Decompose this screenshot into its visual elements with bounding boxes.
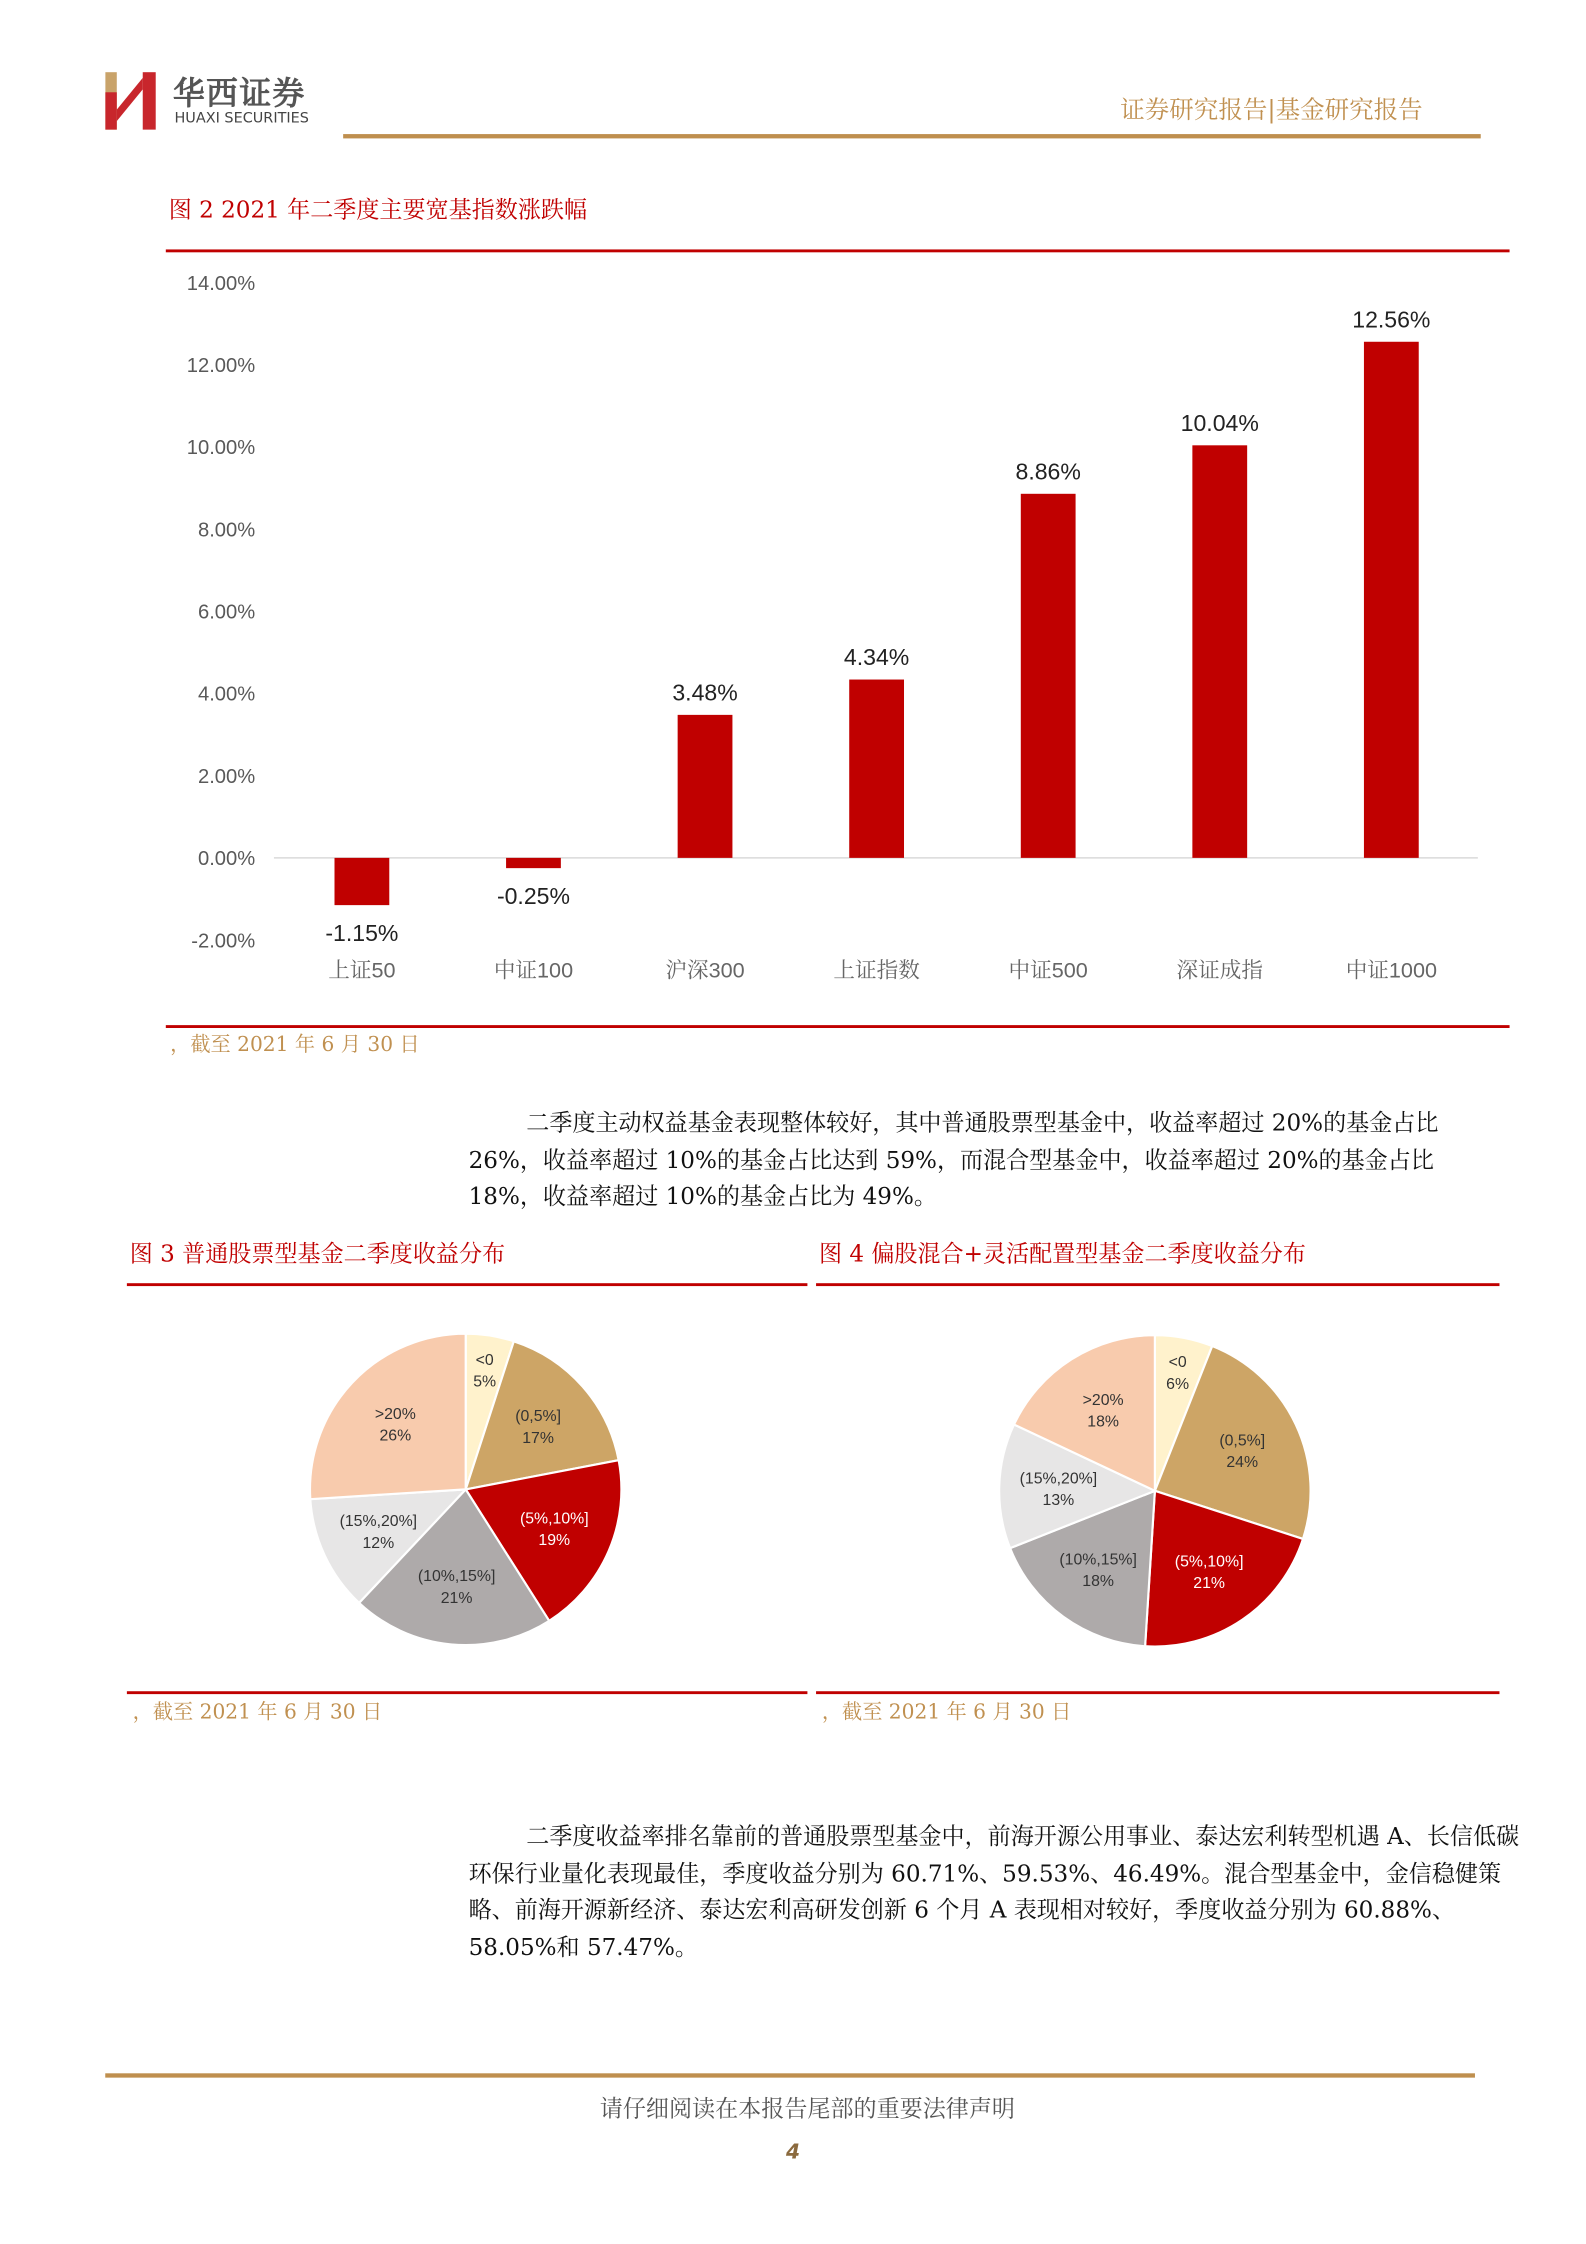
slice-category-label: <0: [1168, 1354, 1187, 1372]
bar-沪深300: [678, 715, 733, 858]
page-number: 4: [785, 2141, 801, 2165]
report-type: 证券研究报告|基金研究报告: [1120, 96, 1423, 126]
paragraph-1: 二季度主动权益基金表现整体较好，其中普通股票型基金中，收益率超过 20%的基金占比 26%，收益率超过 10%的基金占比达到 59%，而混合型基金中，收益率超过 20%的基金占比 18%，收益率超过 10%的基金占比为 49%。: [468, 1108, 1439, 1210]
footer-divider: [105, 2073, 1475, 2077]
slice-category-label: (15%,20%]: [1019, 1470, 1098, 1488]
slice-category-label: (10%,15%]: [417, 1568, 496, 1586]
bar-上证50: [334, 858, 389, 905]
data-label: 4.34%: [843, 644, 910, 671]
y-tick-label: 6.00%: [197, 601, 256, 624]
slice-value-label: 26%: [379, 1427, 412, 1445]
slice-category-label: (5%,10%]: [519, 1510, 589, 1528]
category-label: 中证500: [1008, 957, 1088, 983]
figure2-top-rule: [166, 249, 1510, 252]
slice-category-label: <0: [475, 1352, 494, 1370]
slice-category-label: (0,5%]: [515, 1408, 562, 1426]
logo-english-name: HUAXI SECURITIES: [174, 111, 309, 127]
slice-value-label: 24%: [1226, 1454, 1259, 1472]
figure3-bottom-rule: [127, 1691, 808, 1694]
slice-category-label: (0,5%]: [1219, 1432, 1266, 1450]
data-label: 8.86%: [1015, 458, 1081, 485]
slice-value-label: 21%: [1193, 1574, 1226, 1592]
figure3-title: 图 3 普通股票型基金二季度收益分布: [129, 1239, 506, 1268]
bar-中证1000: [1364, 342, 1419, 858]
slice-value-label: 6%: [1166, 1375, 1190, 1393]
figure2-bottom-rule: [166, 1025, 1510, 1028]
figure3-pie-chart: [293, 1316, 639, 1662]
category-label: 中证1000: [1345, 957, 1437, 983]
data-label: -0.25%: [496, 883, 570, 910]
slice-category-label: >20%: [374, 1405, 416, 1423]
category-label: 沪深300: [665, 957, 745, 983]
y-tick-label: -2.00%: [191, 930, 256, 953]
slice-category-label: (5%,10%]: [1174, 1553, 1244, 1571]
category-label: 中证100: [493, 957, 574, 983]
bar-中证500: [1021, 494, 1076, 858]
data-label: -1.15%: [325, 920, 399, 947]
y-tick-label: 8.00%: [197, 519, 256, 542]
figure4-top-rule: [816, 1283, 1499, 1286]
y-tick-label: 4.00%: [197, 683, 256, 706]
footer-disclaimer: 请仔细阅读在本报告尾部的重要法律声明: [599, 2094, 1016, 2123]
category-label: 上证50: [328, 957, 396, 983]
huaxi-logo-icon: [105, 72, 157, 130]
slice-category-label: >20%: [1082, 1391, 1124, 1409]
paragraph-2: 二季度收益率排名靠前的普通股票型基金中，前海开源公用事业、泰达宏利转型机遇 A、长信低碳环保行业量化表现最佳，季度收益分别为 60.71%、59.53%、46.49%。混合型基金中，金信稳健策略、前海开源新经济、泰达宏利高研发创新 6 个月 A 表现相对较好，季度收益分别为 60.88%、58.05%和 57.47%。: [468, 1822, 1520, 1961]
figure2-source: ，截至 2021 年 6 月 30 日: [170, 1033, 420, 1057]
bar-上证指数: [849, 680, 904, 858]
slice-value-label: 5%: [473, 1373, 497, 1391]
logo-chinese-name: 华西证券: [173, 74, 306, 113]
y-tick-label: 14.00%: [186, 272, 256, 295]
data-label: 12.56%: [1352, 306, 1431, 333]
figure4-title: 图 4 偏股混合+灵活配置型基金二季度收益分布: [818, 1239, 1306, 1268]
slice-category-label: (10%,15%]: [1059, 1551, 1137, 1569]
figure4-bottom-rule: [816, 1691, 1499, 1694]
data-label: 10.04%: [1180, 409, 1259, 436]
figure2-bar-chart: [0, 254, 1586, 1018]
figure3-top-rule: [127, 1283, 808, 1286]
data-label: 3.48%: [672, 679, 738, 706]
figure4-pie-chart: [982, 1318, 1328, 1664]
figure3-source: ，截至 2021 年 6 月 30 日: [132, 1701, 383, 1725]
y-tick-label: 12.00%: [186, 354, 256, 377]
bar-中证100: [506, 858, 561, 868]
slice-value-label: 13%: [1042, 1492, 1075, 1510]
y-tick-label: 2.00%: [197, 765, 256, 788]
figure4-source: ，截至 2021 年 6 月 30 日: [821, 1701, 1072, 1725]
slice-value-label: 19%: [538, 1532, 571, 1550]
bar-深证成指: [1192, 445, 1247, 858]
figure2-title: 图 2 2021 年二季度主要宽基指数涨跌幅: [168, 196, 588, 224]
header-divider: [343, 134, 1481, 138]
slice-value-label: 18%: [1087, 1413, 1120, 1431]
slice-category-label: (15%,20%]: [339, 1513, 418, 1531]
slice-value-label: 21%: [440, 1589, 473, 1607]
slice-value-label: 17%: [522, 1429, 554, 1447]
slice-value-label: 18%: [1082, 1573, 1114, 1591]
category-label: 上证指数: [833, 957, 920, 983]
slice-value-label: 12%: [362, 1534, 395, 1552]
y-tick-label: 0.00%: [197, 848, 256, 871]
category-label: 深证成指: [1176, 957, 1263, 983]
y-tick-label: 10.00%: [186, 437, 256, 460]
